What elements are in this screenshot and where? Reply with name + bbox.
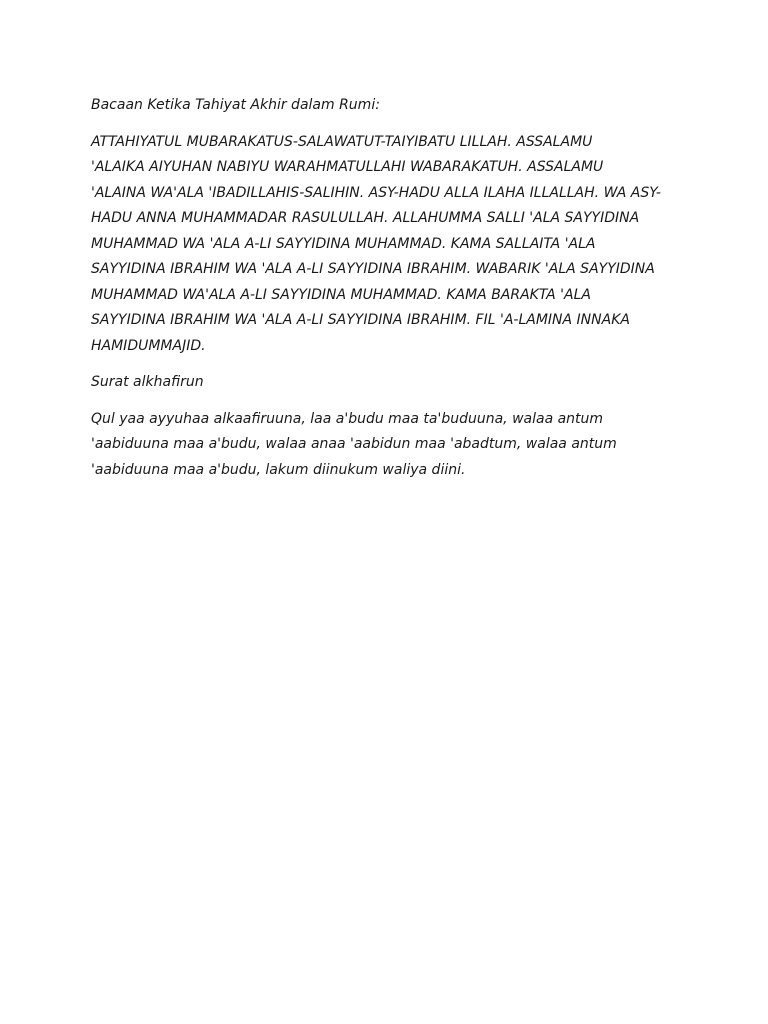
- surah-text: Qul yaa ayyuhaa alkaafiruuna, laa a'budu maa ta'buduuna, walaa antum 'aabiduuna maa a'budu, walaa anaa 'aabidun maa 'abadtum, walaa antum 'aabiduuna maa a'budu, lakum diinukum waliya diini.: [91, 410, 617, 478]
- document-body: [91, 93, 691, 494]
- surah-heading: Surat alkhafirun: [91, 374, 204, 390]
- tahiyat-heading: Bacaan Ketika Tahiyat Akhir dalam Rumi:: [91, 97, 380, 113]
- tahiyat-text: ATTAHIYATUL MUBARAKATUS-SALAWATUT-TAIYIBATU LILLAH. ASSALAMU 'ALAIKA AIYUHAN NABIYU WARAHMATULLAHI WABARAKATUH. ASSALAMU 'ALAINA WA'ALA 'IBADILLAHIS-SALIHIN. ASY-HADU ALLA ILAHA ILLALLAH. WA ASY- HADU ANNA MUHAMMADAR RASULULLAH. ALLAHUMMA SALLI 'ALA SAYYIDINA MUHAMMAD WA 'ALA A-LI SAYYIDINA MUHAMMAD. KAMA SALLAITA 'ALA SAYYIDINA IBRAHIM WA 'ALA A-LI SAYYIDINA IBRAHIM. WABARIK 'ALA SAYYIDINA MUHAMMAD WA'ALA A-LI SAYYIDINA MUHAMMAD. KAMA BARAKTA 'ALA SAYYIDINA IBRAHIM WA 'ALA A-LI SAYYIDINA IBRAHIM. FIL 'A-LAMINA INNAKA HAMIDUMMAJID.: [91, 133, 661, 354]
